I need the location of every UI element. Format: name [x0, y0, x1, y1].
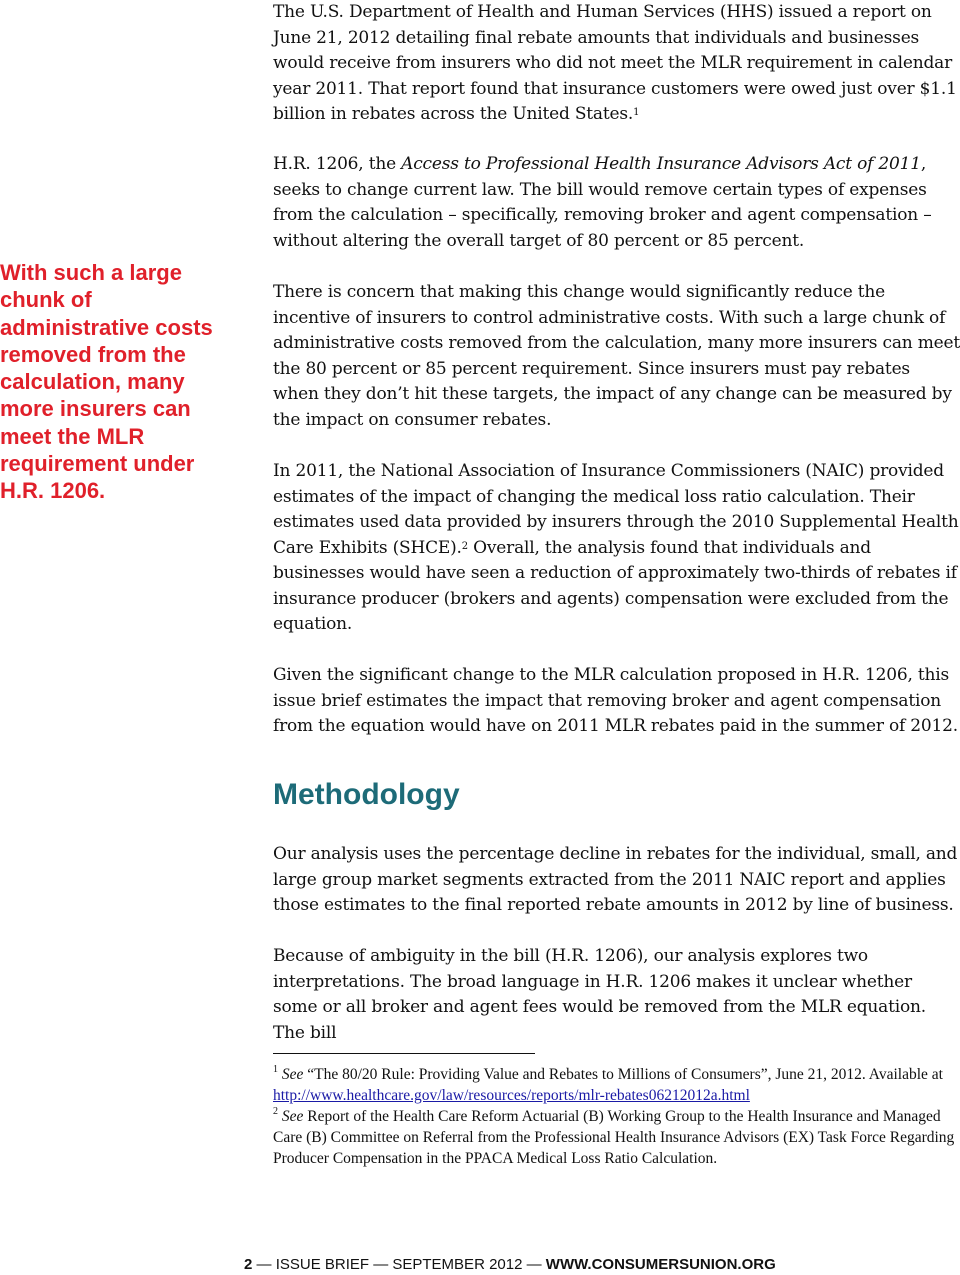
bill-paragraph — [273, 152, 960, 254]
bill-lead: H.R. 1206, the — [273, 154, 402, 174]
methodology-paragraph-1: Our analysis uses the percentage decline in rebates for the individual, small, and large group market segments extracted from the 2011 NAIC report and applies those estimates to the final reported rebate amounts in 2012 by line of business. — [273, 844, 958, 915]
intro-paragraph — [273, 0, 960, 128]
page-number: 2 — [244, 1256, 253, 1273]
footnote-1 — [273, 1064, 960, 1106]
footnote-2-see: See — [281, 1108, 304, 1125]
footnote-2-number: 2 — [273, 1106, 278, 1117]
footnote-ref-2[interactable]: 2 — [461, 540, 468, 552]
footnote-1-number: 1 — [273, 1064, 278, 1075]
footnote-1-text: “The 80/20 Rule: Providing Value and Rebates to Millions of Consumers”, June 21, 2012. Available at — [303, 1066, 943, 1083]
intro-text: The U.S. Department of Health and Human Services (HHS) issued a report on June 21, 2012 detailing final rebate amounts that individuals and businesses would receive from insurers who did not meet the MLR requirement in calendar year 2011. That report found that insurance customers were owed just over $1.1 billion in rebates across the United States. — [273, 2, 957, 124]
act-title: Access to Professional Health Insurance Advisors Act of 2011 — [401, 154, 921, 174]
naic-text-a: In 2011, the National Association of Insurance Commissioners (NAIC) provided estimates of the impact of changing the medical loss ratio calculation. Their estimates used data provided by insurers through the 2010 Supplemental Health Care Exhibits (SHCE). — [273, 461, 959, 558]
naic-paragraph — [273, 459, 960, 638]
footnote-1-link[interactable]: http://www.healthcare.gov/law/resources/reports/mlr-rebates06212012a.html — [273, 1087, 750, 1104]
methodology-heading: Methodology — [273, 778, 460, 811]
footnotes — [273, 1064, 960, 1169]
footnote-divider — [273, 1053, 535, 1054]
methodology-paragraph-2: Because of ambiguity in the bill (H.R. 1206), our analysis explores two interpretations. The broad language in H.R. 1206 makes it unclear whether some or all broker and agent fees would be removed from the MLR equation. The bill — [273, 946, 926, 1043]
given-paragraph: Given the significant change to the MLR calculation proposed in H.R. 1206, this issue brief estimates the impact that removing broker and agent compensation from the equation would have on 2011 MLR rebates paid in the summer of 2012. — [273, 665, 958, 736]
pull-quote: With such a large chunk of administrative costs removed from the calculation, many more insurers can meet the MLR requirement under H.R. 1206. — [0, 260, 213, 504]
footnote-ref-1[interactable]: 1 — [633, 107, 640, 118]
footer-site[interactable]: WWW.CONSUMERSUNION.ORG — [545, 1256, 776, 1273]
footer-sep: — — [252, 1256, 276, 1273]
concern-paragraph: There is concern that making this change would significantly reduce the incentive of insurers to control administrative costs. With such a large chunk of administrative costs removed from the calculation, many more insurers can meet the 80 percent or 85 percent requirement. Since insurers must pay rebates when they don’t hit these targets, the impact of any change can be measured by the impact on consumer rebates. — [273, 282, 960, 430]
footer-label: ISSUE BRIEF — SEPTEMBER 2012 — — [275, 1256, 546, 1273]
footnote-1-see: See — [281, 1066, 304, 1083]
bill-rest: , seeks to change current law. The bill would remove certain types of expenses from the calculation – specifically, removing broker and agent compensation – without altering the overall target of 80 percent or 85 percent. — [273, 154, 932, 251]
footnote-2 — [273, 1106, 960, 1169]
page-footer — [244, 1256, 776, 1273]
footnote-2-text: Report of the Health Care Reform Actuarial (B) Working Group to the Health Insurance and Managed Care (B) Committee on Referral from the Professional Health Insurance Advisors (EX) Task Force Regarding Producer Compensation in the PPACA Medical Loss Ratio Calculation. — [273, 1108, 955, 1167]
naic-text-b: Overall, the analysis found that individuals and businesses would have seen a reduction of approximately two-thirds of rebates if insurance producer (brokers and agents) compensation were excluded from the equation. — [273, 537, 957, 634]
